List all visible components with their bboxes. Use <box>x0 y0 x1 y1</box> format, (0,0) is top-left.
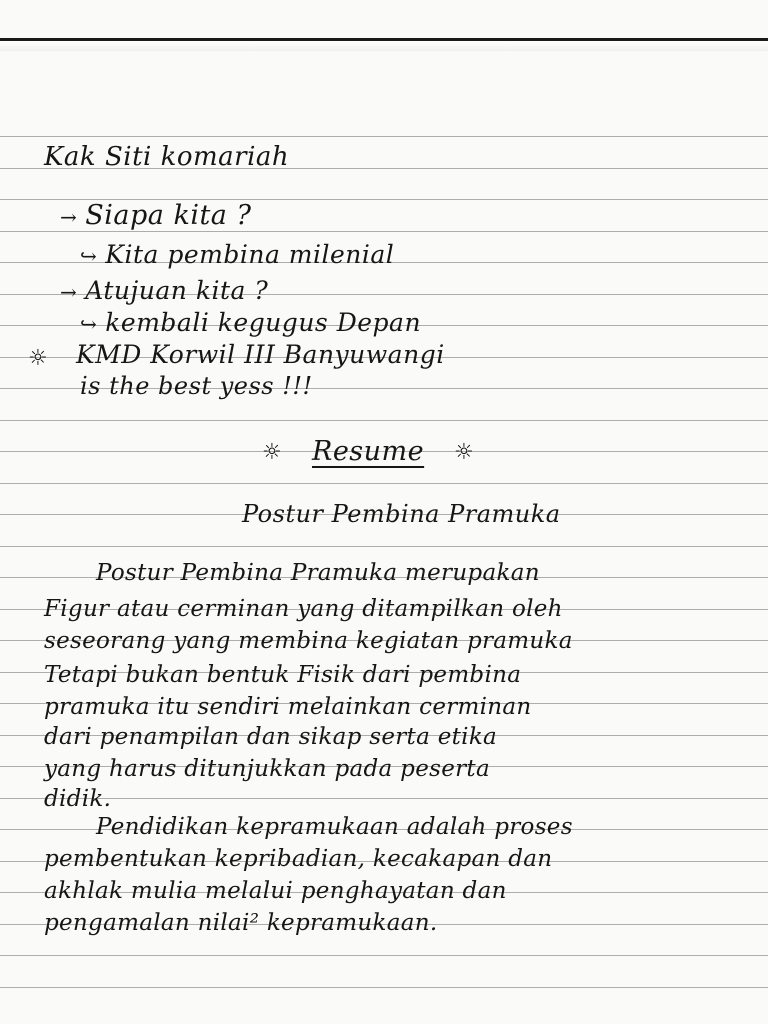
resume-title: Resume <box>312 436 425 467</box>
paragraph-1-line: pramuka itu sendiri melainkan cerminan <box>44 694 532 720</box>
sun-doodle-icon: ☼ <box>454 440 474 465</box>
paragraph-1-line: didik. <box>44 786 112 812</box>
paragraph-1-line: Tetapi bukan bentuk Fisik dari pembina <box>44 662 522 688</box>
paragraph-1-line: Postur Pembina Pramuka merupakan <box>96 560 540 586</box>
author-name: Kak Siti komariah <box>44 142 290 172</box>
answer-2 <box>80 308 421 337</box>
ruled-line <box>0 955 768 956</box>
ruled-line <box>0 987 768 988</box>
ruled-line <box>0 483 768 484</box>
arrow-return-icon: ↪ <box>80 312 98 336</box>
paragraph-2-line: akhlak mulia melalui penghayatan dan <box>44 878 507 904</box>
sun-doodle-icon: ☼ <box>28 346 48 371</box>
question-1-text: Siapa kita ? <box>85 200 252 231</box>
ruled-line <box>0 546 768 547</box>
arrow-right-icon: → <box>60 280 78 304</box>
paragraph-2-line: pengamalan nilai² kepramukaan. <box>44 910 438 936</box>
paragraph-2-line: Pendidikan kepramukaan adalah proses <box>96 814 573 840</box>
paragraph-1-line: seseorang yang membina kegiatan pramuka <box>44 628 573 654</box>
sun-doodle-icon: ☼ <box>262 440 282 465</box>
arrow-right-icon: → <box>60 205 78 229</box>
kmd-line-1: KMD Korwil III Banyuwangi <box>76 340 445 369</box>
arrow-return-icon: ↪ <box>80 244 98 268</box>
answer-2-text: kembali kegugus Depan <box>105 308 422 337</box>
answer-1-text: Kita pembina milenial <box>105 240 395 269</box>
answer-1 <box>80 240 394 269</box>
paragraph-1-line: dari penampilan dan sikap serta etika <box>44 724 498 750</box>
question-2 <box>60 276 268 305</box>
ruled-line <box>0 231 768 232</box>
paragraph-2-line: pembentukan kepribadian, kecakapan dan <box>44 846 553 872</box>
resume-subtitle: Postur Pembina Pramuka <box>242 500 561 528</box>
question-1 <box>60 200 251 231</box>
kmd-line-2: is the best yess !!! <box>80 372 313 400</box>
ruled-line <box>0 136 768 137</box>
paragraph-1-line: yang harus ditunjukkan pada peserta <box>44 756 490 782</box>
ruled-line <box>0 420 768 421</box>
question-2-text: Atujuan kita ? <box>85 276 269 305</box>
paragraph-1-line: Figur atau cerminan yang ditampilkan oleh <box>44 596 563 622</box>
